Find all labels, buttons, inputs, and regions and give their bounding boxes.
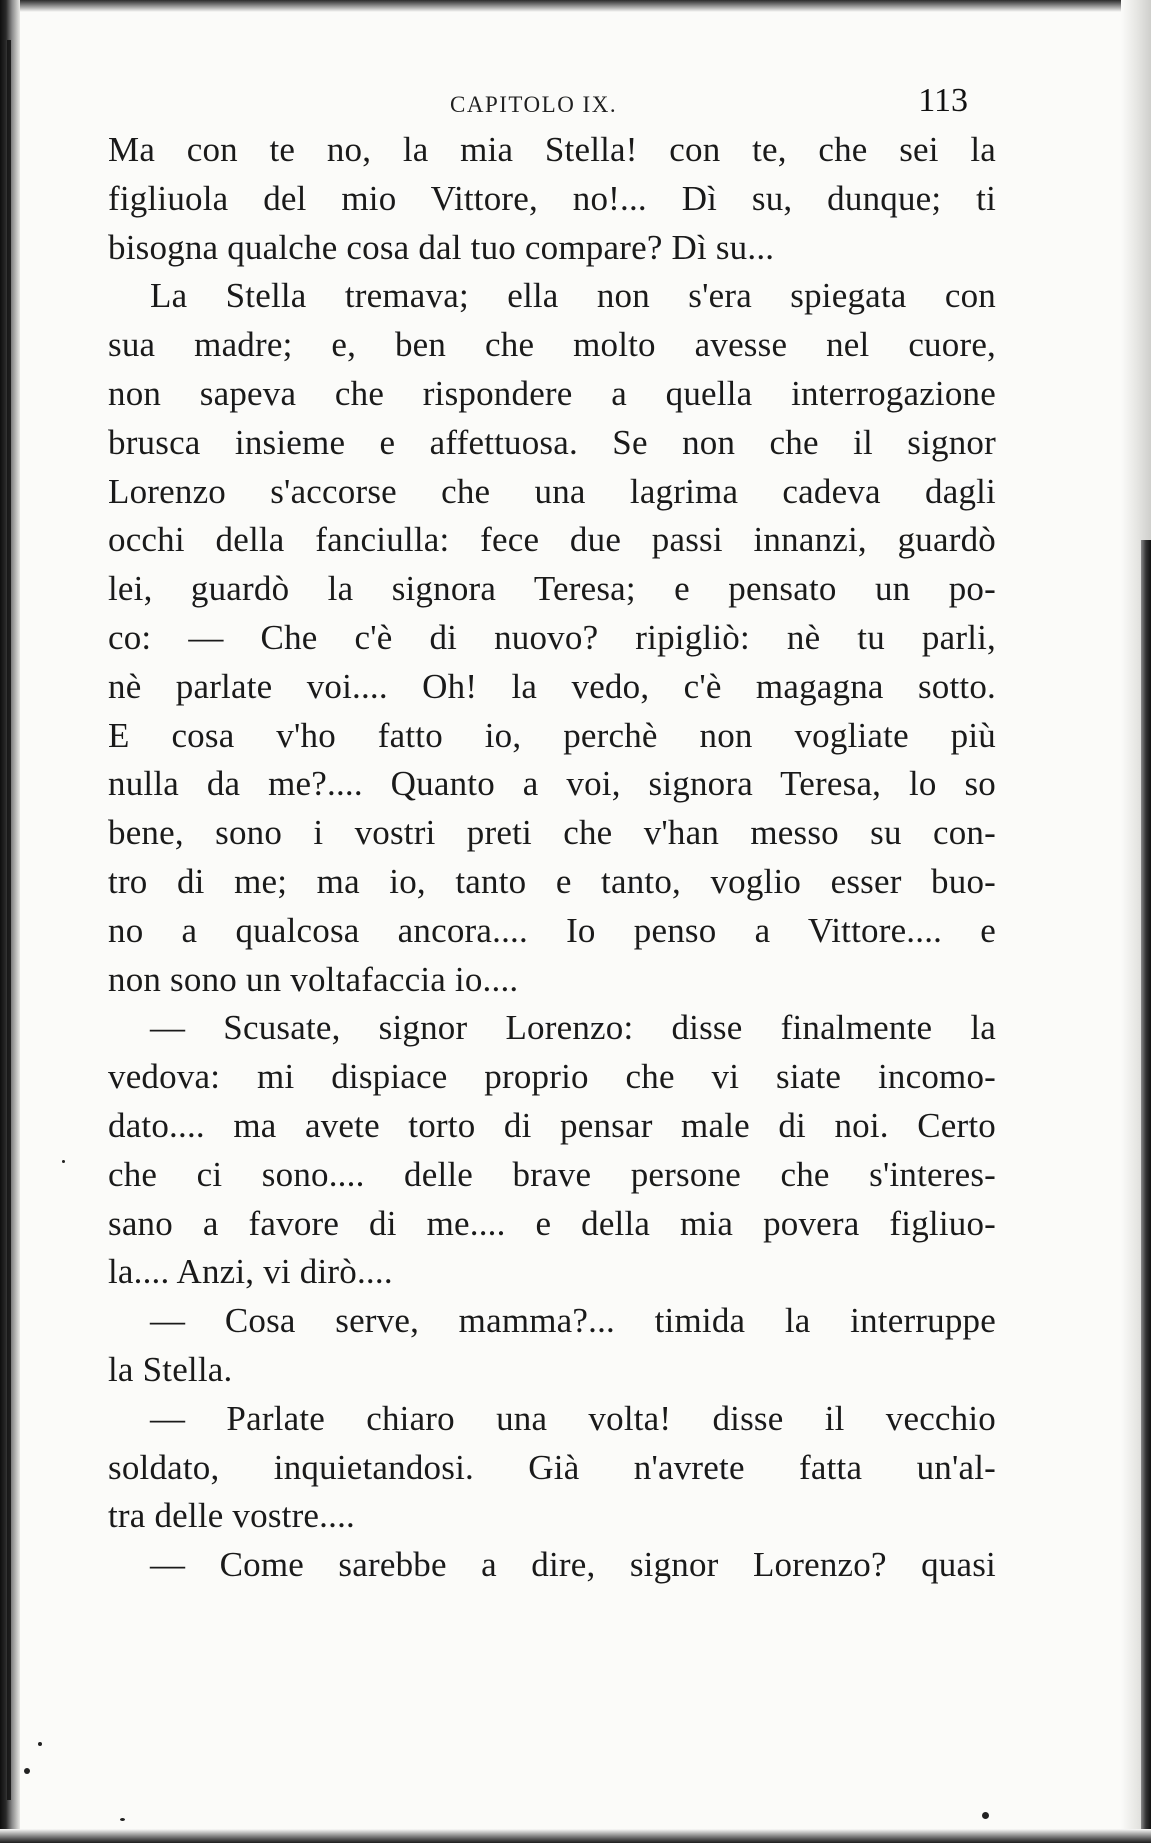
text-line: Lorenzo s'accorse che una lagrima cadeva dagli <box>108 471 996 511</box>
text-line: nè parlate voi.... Oh! la vedo, c'è magagna sotto. <box>108 666 996 706</box>
text-line: nulla da me?.... Quanto a voi, signora Teresa, lo so <box>108 764 996 804</box>
text-line: soldato, inquietandosi. Già n'avrete fatta un'al- <box>108 1447 996 1487</box>
ink-speck <box>982 1812 989 1819</box>
text-line: — Scusate, signor Lorenzo: disse finalmente la <box>150 1008 996 1048</box>
page-header <box>108 82 988 122</box>
text-line: bene, sono i vostri preti che v'han messo su con- <box>108 813 996 853</box>
text-line: che ci sono.... delle brave persone che s'interes- <box>108 1154 996 1194</box>
page-bottom-edge <box>0 1829 1151 1843</box>
text-line: occhi della fanciulla: fece due passi innanzi, guardò <box>108 520 996 560</box>
text-line: sano a favore di me.... e della mia povera figliuo- <box>108 1203 996 1243</box>
text-line: no a qualcosa ancora.... Io penso a Vittore.... e <box>108 910 996 950</box>
page-right-shadow <box>1141 540 1151 1830</box>
text-line: non sapeva che rispondere a quella interrogazione <box>108 373 996 413</box>
text-line: sua madre; e, ben che molto avesse nel cuore, <box>108 325 996 365</box>
text-line: — Cosa serve, mamma?... timida la interruppe <box>150 1301 996 1341</box>
text-line: tro di me; ma io, tanto e tanto, voglio esser buo- <box>108 861 996 901</box>
text-line: tra delle vostre.... <box>108 1496 355 1536</box>
text-line: La Stella tremava; ella non s'era spiegata con <box>150 276 996 316</box>
text-line: la.... Anzi, vi dirò.... <box>108 1252 393 1292</box>
text-line: dato.... ma avete torto di pensar male di noi. Certo <box>108 1105 996 1145</box>
ink-speck <box>24 1768 30 1774</box>
text-line: co: — Che c'è di nuovo? ripigliò: nè tu parli, <box>108 617 996 657</box>
text-line: la Stella. <box>108 1349 233 1389</box>
text-line: bisogna qualche cosa dal tuo compare? Dì su... <box>108 227 775 267</box>
body-text <box>108 126 996 1590</box>
ink-speck <box>120 1818 125 1821</box>
text-line: Ma con te no, la mia Stella! con te, che sei la <box>108 130 996 169</box>
binding-shadow <box>7 40 11 1800</box>
text-line: figliuola del mio Vittore, no!... Dì su, dunque; ti <box>108 178 996 218</box>
text-line: lei, guardò la signora Teresa; e pensato un po- <box>108 569 996 609</box>
ink-speck <box>38 1742 42 1746</box>
text-line: vedova: mi dispiace proprio che vi siate incomo- <box>108 1057 996 1097</box>
ink-speck <box>62 1160 65 1163</box>
text-line: non sono un voltafaccia io.... <box>108 959 519 999</box>
text-line: — Come sarebbe a dire, signor Lorenzo? quasi <box>150 1545 996 1585</box>
text-line: E cosa v'ho fatto io, perchè non vogliate più <box>108 715 996 755</box>
text-line: brusca insieme e affettuosa. Se non che il signor <box>108 422 996 462</box>
text-line: — Parlate chiaro una volta! disse il vecchio <box>150 1398 996 1438</box>
running-title: CAPITOLO IX. <box>450 92 618 117</box>
page-number: 113 <box>918 82 968 119</box>
page-top-edge <box>0 0 1151 12</box>
